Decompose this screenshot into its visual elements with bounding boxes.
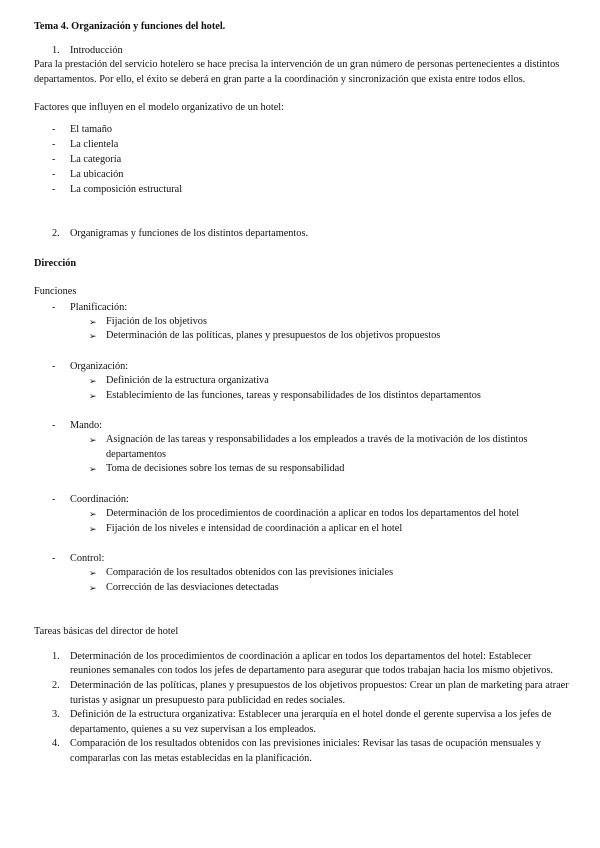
factors-list: [34, 122, 569, 197]
arrow-bullet-icon: ➢: [89, 508, 97, 519]
function-planificacion: [34, 300, 569, 315]
factors-intro: Factores que influyen en el modelo organizativo de un hotel:: [34, 102, 285, 114]
list-item: ➢ Determinación de los procedimientos de coordinación a aplicar en todos los departamentos del hotel: [34, 507, 569, 522]
arrow-bullet-icon: ➢: [89, 464, 97, 475]
function-organizacion: [34, 359, 569, 374]
direccion-heading: Dirección: [34, 257, 77, 269]
function-name: - Coordinación:: [52, 493, 129, 505]
dash-bullet: -: [52, 183, 56, 195]
function-mando: [34, 418, 569, 433]
arrow-bullet-icon: ➢: [89, 331, 97, 342]
dash-bullet: -: [52, 553, 56, 565]
dash-bullet: -: [52, 168, 56, 180]
function-items: [34, 374, 569, 403]
dash-bullet: -: [52, 301, 56, 313]
section-2-number: 2.: [52, 227, 60, 239]
dash-bullet: -: [52, 153, 56, 165]
function-items: [34, 507, 569, 536]
list-item: 4. Comparación de los resultados obtenidos con las previsiones iniciales: Revisar las tasas de ocupación mensuales y compararlas con las metas establecidas en la planificación.: [52, 738, 541, 765]
section-2-title: Organigramas y funciones de los distintos departamentos.: [70, 227, 309, 239]
section-2-heading: [34, 227, 569, 242]
list-item: ➢ Determinación de las políticas, planes y presupuestos de los objetivos propuestos: [34, 329, 569, 344]
arrow-bullet-icon: ➢: [89, 568, 97, 579]
list-item: ➢ Fijación de los objetivos: [34, 315, 569, 330]
dash-bullet: -: [52, 138, 56, 150]
arrow-bullet-icon: ➢: [89, 582, 97, 593]
arrow-bullet-icon: ➢: [89, 390, 97, 401]
list-item: ➢ Asignación de las tareas y responsabilidades a los empleados a través de la motivación de los distintos departamentos: [89, 434, 528, 460]
list-item: ➢ Corrección de las desviaciones detectadas: [34, 581, 569, 596]
document-page: [34, 20, 569, 767]
function-name: - Planificación:: [52, 301, 128, 313]
function-name: - Mando:: [52, 420, 103, 432]
functions-label: Funciones: [34, 286, 77, 298]
list-item: 2. Determinación de las políticas, planes y presupuestos de los objetivos propuestos: Crear un plan de marketing para atraer turistas y asignar un presupuesto para publicidad en redes sociales.: [52, 680, 569, 706]
list-item: ➢ Comparación de los resultados obtenidos con las previsiones iniciales: [34, 566, 569, 581]
arrow-bullet-icon: ➢: [89, 316, 97, 327]
section-1-number: 1.: [52, 44, 60, 56]
arrow-bullet-icon: ➢: [89, 375, 97, 386]
list-item: - La clientela: [52, 138, 119, 150]
list-item: 3. Definición de la estructura organizativa: Establecer una jerarquía en el hotel donde el gerente supervisa a los jefes de departamento, quienes a su vez supervisan a los empleados.: [52, 709, 552, 735]
section-1-title: Introducción: [70, 44, 123, 56]
function-items: [34, 566, 569, 595]
function-items: [34, 433, 569, 477]
list-item: ➢ Definición de la estructura organizativa: [34, 374, 569, 389]
list-item: - La ubicación: [52, 168, 124, 180]
intro-paragraph: Para la prestación del servicio hotelero se hace precisa la intervención de un gran número de personas pertenecientes a distintos departamentos. Por ello, el éxito se deberá en gran parte a la coordinación y sincronización que exista entre todos ellos.: [34, 59, 560, 85]
list-item: ➢ Establecimiento de las funciones, tareas y responsabilidades de los distintos departamentos: [34, 389, 569, 404]
list-item: - La composición estructural: [52, 183, 183, 195]
tareas-heading: Tareas básicas del director de hotel: [34, 626, 179, 638]
list-item: ➢ Fijación de los niveles e intensidad de coordinación a aplicar en el hotel: [34, 522, 569, 537]
dash-bullet: -: [52, 123, 56, 135]
dash-bullet: -: [52, 420, 56, 432]
function-name: - Organización:: [52, 360, 129, 372]
dash-bullet: -: [52, 360, 56, 372]
list-item: ➢ Toma de decisiones sobre los temas de su responsabilidad: [34, 462, 569, 477]
arrow-bullet-icon: ➢: [89, 435, 97, 446]
list-item: - El tamaño: [52, 123, 113, 135]
list-item: 1. Determinación de los procedimientos de coordinación a aplicar en todos los departamentos del hotel: Establecer reuniones semanales con todos los jefes de departamento para asegurar que todos trabajan hacia los mismo objetivos.: [52, 650, 553, 677]
list-item: - La categoría: [52, 153, 122, 165]
section-1-heading: [34, 44, 569, 59]
arrow-bullet-icon: ➢: [89, 523, 97, 534]
function-name: - Control:: [52, 553, 105, 565]
document-title: Tema 4. Organización y funciones del hotel.: [34, 21, 226, 32]
tareas-list: [34, 650, 569, 767]
dash-bullet: -: [52, 493, 56, 505]
function-control: [34, 551, 569, 566]
function-items: [34, 315, 569, 344]
function-coordinacion: [34, 492, 569, 507]
